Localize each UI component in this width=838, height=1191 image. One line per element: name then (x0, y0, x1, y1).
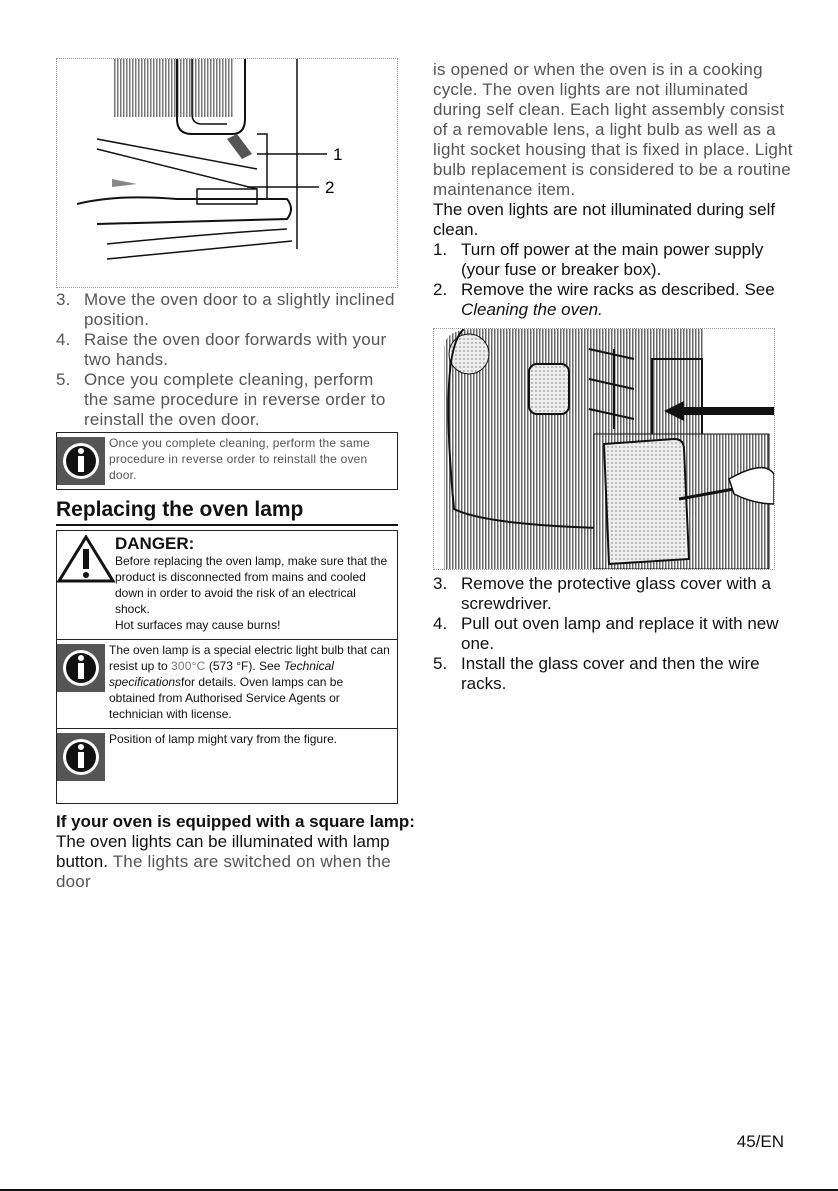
callout-1: 1 (333, 145, 343, 164)
paragraph-text-light: The lights are switched on when the door (56, 852, 391, 891)
info-text-part: for details. Oven lamps can be obtained from Authorised Service Agents or technician with license. (109, 675, 344, 721)
info-note-text (109, 640, 397, 728)
lamp-cover-figure (433, 328, 775, 570)
list-item (433, 240, 793, 280)
hinge-illustration (57, 59, 397, 287)
self-clean-note: The oven lights are not illuminated during self clean. (433, 200, 776, 239)
paragraph-text: The oven lights can be illuminated with lamp button. (56, 832, 390, 871)
subheading-square-lamp: If your oven is equipped with a square lamp: (56, 812, 415, 831)
info-note-text: Once you complete cleaning, perform the same procedure in reverse order to reinstall the oven door. (109, 436, 370, 482)
step-text: Move the oven door to a slightly inclined position. (84, 290, 395, 329)
step-number: 3. (433, 574, 448, 593)
list-item (56, 370, 398, 430)
danger-text-burns: Hot surfaces may cause burns! (115, 618, 281, 632)
list-item (433, 614, 793, 654)
step-number: 2. (433, 280, 448, 299)
info-text-part: The oven lamp is a special electric light bulb that can resist up to (109, 643, 390, 673)
info-icon (57, 437, 105, 485)
list-item (56, 330, 398, 370)
danger-title: DANGER: (115, 534, 195, 553)
step-text: Pull out oven lamp and replace it with new one. (461, 614, 779, 653)
square-lamp-paragraph (56, 832, 398, 892)
lamp-steps-list-1 (433, 240, 793, 320)
step-text: Remove the protective glass cover with a screwdriver. (461, 574, 771, 613)
cleaning-oven-link[interactable]: Cleaning the oven. (461, 300, 603, 319)
info-note-position (56, 729, 398, 804)
step-number: 3. (56, 290, 71, 309)
step-text: Turn off power at the main power supply (your fuse or breaker box). (461, 240, 764, 279)
lamp-illustration (434, 329, 774, 569)
info-note-reinstall (56, 432, 398, 490)
step-text-part: Remove the wire racks as described. See (461, 280, 775, 299)
door-steps-list (56, 290, 398, 430)
lamp-steps-list-2 (433, 574, 793, 694)
info-text-part: (573 °F). See (205, 659, 284, 673)
step-number: 5. (56, 370, 71, 389)
step-number: 1. (433, 240, 448, 259)
callout-2: 2 (325, 178, 335, 197)
list-item (433, 574, 793, 614)
step-text: Once you complete cleaning, perform the same procedure in reverse order to reinstall the oven door. (84, 370, 386, 429)
step-text: Install the glass cover and then the wire racks. (461, 654, 760, 693)
step-number: 4. (433, 614, 448, 633)
info-icon (57, 644, 105, 692)
info-note-lamp (56, 640, 398, 729)
step-number: 4. (56, 330, 71, 349)
oven-door-hinge-figure (56, 58, 398, 288)
left-column (56, 58, 415, 892)
list-item (433, 654, 793, 694)
right-column (433, 58, 793, 694)
warning-triangle-icon (57, 535, 115, 583)
section-heading: Replacing the oven lamp (56, 498, 398, 526)
danger-warning-box (56, 530, 398, 640)
step-text: Raise the oven door forwards with your two hands. (84, 330, 387, 369)
step-text (461, 280, 793, 320)
info-note-text: Position of lamp might vary from the figure. (109, 732, 338, 746)
info-temp: 300°C (171, 659, 206, 673)
step-number: 5. (433, 654, 448, 673)
list-item (56, 290, 398, 330)
danger-text: Before replacing the oven lamp, make sure that the product is disconnected from mains and cooled down in order to avoid the risk of an electrical shock. (115, 554, 388, 616)
list-item (433, 280, 793, 320)
lamp-description-paragraph: is opened or when the oven is in a cooking cycle. The oven lights are not illuminated during self clean. Each light assembly consist of a removable lens, a light bulb as well as a light socket housing that is fixed in place. Light bulb replacement is considered to be a routine maintenance item. (433, 60, 793, 199)
tech-spec-link[interactable]: Technical specifications (109, 659, 334, 689)
page-number: 45/EN (736, 1132, 784, 1151)
info-icon (57, 733, 105, 781)
